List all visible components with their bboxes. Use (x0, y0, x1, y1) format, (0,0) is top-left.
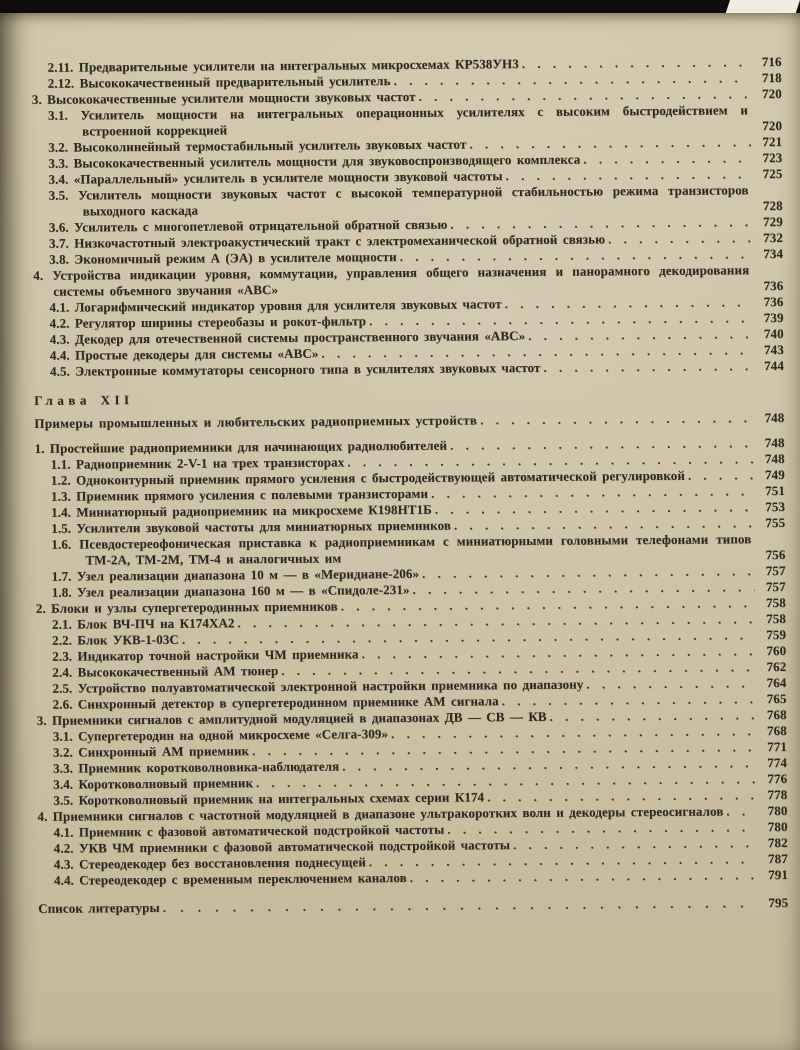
dot-leader (163, 895, 758, 916)
toc-entry-page: 778 (767, 786, 788, 803)
dot-leader (513, 835, 757, 853)
toc-entry-page: 720 (761, 85, 782, 102)
toc-entry-label: 3.3. Высококачественный усилитель мощности для звуковоспроизводящего комплекса (48, 151, 581, 171)
toc-entry-label: 2.2. Блок УКВ-1-03С (52, 631, 179, 648)
dot-leader (487, 787, 756, 805)
toc-entry-page: 757 (765, 578, 786, 595)
toc-entry-label: 4.1. Логарифмический индикатор уровня для усилителя звуковых частот (49, 296, 502, 315)
toc-entry-label: 4.2. УКВ ЧМ приемники с фазовой автоматической подстройкой частоты (53, 837, 511, 856)
chapter-title-entry (34, 410, 784, 432)
toc-entry-label: 3. Высококачественные усилители мощности звуковых частот (31, 88, 416, 107)
toc-entry-page: 787 (767, 850, 788, 867)
toc-entry-page: 744 (764, 357, 785, 374)
toc-entry-label: 1. Простейшие радиоприемники для начинающих радиолюбителей (34, 437, 448, 456)
toc-entry-label: 4.3. Декодер для отечественной системы пространственного звучания «АВС» (49, 328, 526, 347)
toc-entry-label: 1.5. Усилители звуковой частоты для миниатюрных приемников (51, 517, 451, 536)
dot-leader (688, 467, 754, 484)
toc-entry-label: 3.2. Синхронный АМ приемник (52, 743, 250, 760)
toc-content (0, 10, 800, 917)
toc-entry-page: 768 (766, 706, 787, 723)
toc-entry-page: 764 (766, 674, 787, 691)
toc-entry-label: 2.5. Устройство полуавтоматической электронной настройки приемника по диапазону (52, 676, 584, 696)
toc-entry-page: 771 (767, 738, 788, 755)
toc-entry-label: 2.6. Синхронный детектор в супергетеродинном приемнике АМ сигнала (52, 693, 499, 712)
toc-entry-page: 791 (768, 866, 789, 883)
dot-leader (528, 326, 753, 344)
dot-leader (608, 230, 752, 247)
dot-leader (505, 294, 753, 312)
book-page (0, 13, 800, 1050)
dot-leader (583, 150, 751, 167)
bibliography-page: 795 (768, 894, 789, 911)
toc-entry-label: 2. Блоки и узлы супергетеродинных приемников (35, 598, 338, 616)
toc-entry-page: 736 (763, 277, 784, 294)
toc-entry-label: 4. Устройства индикации уровня, коммутации, управления общего назначения и панорамного декодирования системы объемного звучания «АВС» (33, 262, 750, 299)
toc-entry-page: 716 (761, 53, 782, 70)
toc-entry-label: 1.2. Одноконтурный приемник прямого усиления с быстродействующей автоматической регулировкой (50, 467, 685, 488)
toc-entry-page: 765 (766, 690, 787, 707)
toc-entry-page: 734 (763, 245, 784, 262)
toc-entry-page: 782 (767, 834, 788, 851)
toc-entry-page: 732 (763, 229, 784, 246)
toc-entry-page: 723 (762, 149, 783, 166)
toc-entry-page: 740 (763, 325, 784, 342)
toc-entry-label: 2.11. Предварительные усилители на интегральных микросхемах КР538УН3 (47, 56, 519, 75)
toc-entry-label: 1.6. Псевдостереофоническая приставка к радиоприемникам с миниатюрными головными телефонами типов ТМ-2А, ТМ-2М, ТМ-4 и аналогичных им (51, 531, 752, 568)
toc-entry-label: 4.4. Простые декодеры для системы «АВС» (49, 345, 319, 363)
toc-entry-page: 760 (766, 642, 787, 659)
toc-entry-label: 4. Приемники сигналов с частотной модуляцией в диапазоне ультракоротких волн и декодеры стереосигналов (37, 803, 724, 824)
toc-entry-page: 743 (763, 341, 784, 358)
dot-leader (502, 691, 756, 709)
toc-entry-page: 736 (763, 293, 784, 310)
toc-entry-label: 4.4. Стереодекодер с временным переключением каналов (53, 869, 407, 888)
toc-entry-page: 725 (762, 165, 783, 182)
dot-leader (410, 867, 757, 886)
toc-entry-page: 757 (765, 562, 786, 579)
toc-entry-page: 729 (762, 213, 783, 230)
toc-entry-page: 758 (765, 594, 786, 611)
toc-entry-page: 748 (764, 450, 785, 467)
toc-entry-label: 3.2. Высоколинейный термостабильный усилитель звуковых частот (48, 136, 467, 155)
toc-entry-label: 4.2. Регулятор ширины стереобазы и рокот-фильтр (49, 313, 367, 331)
chapter-heading (34, 387, 784, 432)
toc-entry-label: 1.7. Узел реализации диапазона 10 м — в «Меридиане-206» (51, 565, 420, 584)
chapter-kicker: Глава XII (34, 392, 134, 408)
toc-entry-label: 3.5. Коротковолновый приемник на интегральных схемах серии К174 (53, 789, 485, 808)
toc-entry-label: 3.8. Экономичный режим А (ЭА) в усилителе мощности (49, 249, 397, 267)
toc-entry-page: 749 (764, 466, 785, 483)
toc-entry-page: 718 (761, 69, 782, 86)
toc-entry-page: 780 (767, 802, 788, 819)
dot-leader (480, 410, 753, 428)
toc-entry-page: 774 (767, 754, 788, 771)
toc-entry-page: 756 (765, 546, 786, 563)
toc-entry-label: 3. Приемники сигналов с амплитудной модуляцией в диапазонах ДВ — СВ — КВ (36, 708, 547, 728)
toc-entry-label: 2.1. Блок ВЧ-ПЧ на К174ХА2 (51, 615, 235, 632)
dot-leader (400, 246, 752, 265)
toc-entry-page: 758 (766, 610, 786, 627)
toc-entry-page: 755 (765, 514, 786, 531)
toc-entry-label: 4.1. Приемник с фазовой автоматической подстройкой частоты (53, 821, 445, 840)
toc-entry-page: 762 (766, 658, 787, 675)
toc-entry-label: 1.3. Приемник прямого усиления с полевыми транзисторами (50, 485, 429, 504)
dot-leader (419, 86, 751, 105)
dot-leader (543, 358, 753, 376)
toc-entry-label: 3.4. «Параллельный» усилитель в усилителе мощности звуковой частоты (48, 168, 503, 187)
toc-entry-label: 4.3. Стереодекодер без восстановления поднесущей (53, 854, 366, 872)
bibliography-label: Список литературы (38, 899, 160, 916)
toc-entry-page: 759 (766, 626, 787, 643)
dot-leader (522, 54, 751, 72)
toc-entry-label: 2.12. Высококачественный предварительный усилитель (47, 73, 391, 91)
toc-continued-list (32, 54, 784, 380)
dot-leader (550, 707, 756, 725)
toc-entry-page: 739 (763, 309, 784, 326)
toc-entry-label: 3.1. Супергетеродин на одной микросхеме «Селга-309» (52, 726, 389, 744)
dot-leader (454, 515, 754, 533)
toc-entry-label: 1.4. Миниатюрный радиоприемник на микросхеме К198НТ1Б (51, 501, 432, 520)
toc-entry-page: 768 (766, 722, 787, 739)
toc-entry-label: 2.4. Высококачественный АМ тюнер (52, 662, 279, 680)
toc-entry-page: 728 (762, 197, 783, 214)
toc-entry-label: 3.4. Коротковолновый приемник (53, 775, 254, 792)
toc-entry-label: 2.3. Индикатор точной настройки ЧМ приемника (52, 646, 359, 664)
toc-entry-label: 3.6. Усилитель с многопетлевой отрицательной обратной связью (48, 216, 448, 235)
toc-entry-label: 3.1. Усилитель мощности на интегральных операционных усилителях с высоким быстродействием и встроенной коррекцией (47, 102, 748, 139)
bibliography-entry (38, 895, 788, 917)
chapter-entries-list (35, 435, 788, 889)
toc-entry-page: 748 (764, 434, 785, 451)
toc-entry-label: 3.3. Приемник коротковолновика-наблюдателя (53, 758, 340, 776)
toc-entry-label: 1.1. Радиоприемник 2-V-1 на трех транзисторах (50, 454, 345, 472)
dot-leader (586, 675, 755, 692)
toc-entry-label: 1.8. Узел реализации диапазона 160 м — в «Спидоле-231» (51, 581, 410, 600)
toc-entry-label: 3.5. Усилитель мощности звуковых частот с высокой температурной стабильностью режима транзисторов выходного каскада (48, 182, 749, 219)
chapter-title-page: 748 (764, 409, 785, 426)
toc-entry-page: 753 (765, 498, 786, 515)
toc-entry-page: 776 (767, 770, 788, 787)
toc-entry-label: 4.5. Электронные коммутаторы сенсорного типа в усилителях звуковых частот (49, 359, 541, 379)
dot-leader (726, 803, 756, 819)
toc-entry-page: 720 (762, 117, 783, 134)
toc-entry-label: 3.7. Низкочастотный электроакустический тракт с электромеханической обратной связью (48, 231, 606, 251)
toc-entry-page: 721 (762, 133, 783, 150)
chapter-title-label: Примеры промышленных и любительских радиоприемных устройств (34, 412, 478, 431)
toc-entry-page: 780 (767, 818, 788, 835)
dot-leader (506, 166, 752, 184)
toc-entry-page: 751 (765, 482, 785, 499)
